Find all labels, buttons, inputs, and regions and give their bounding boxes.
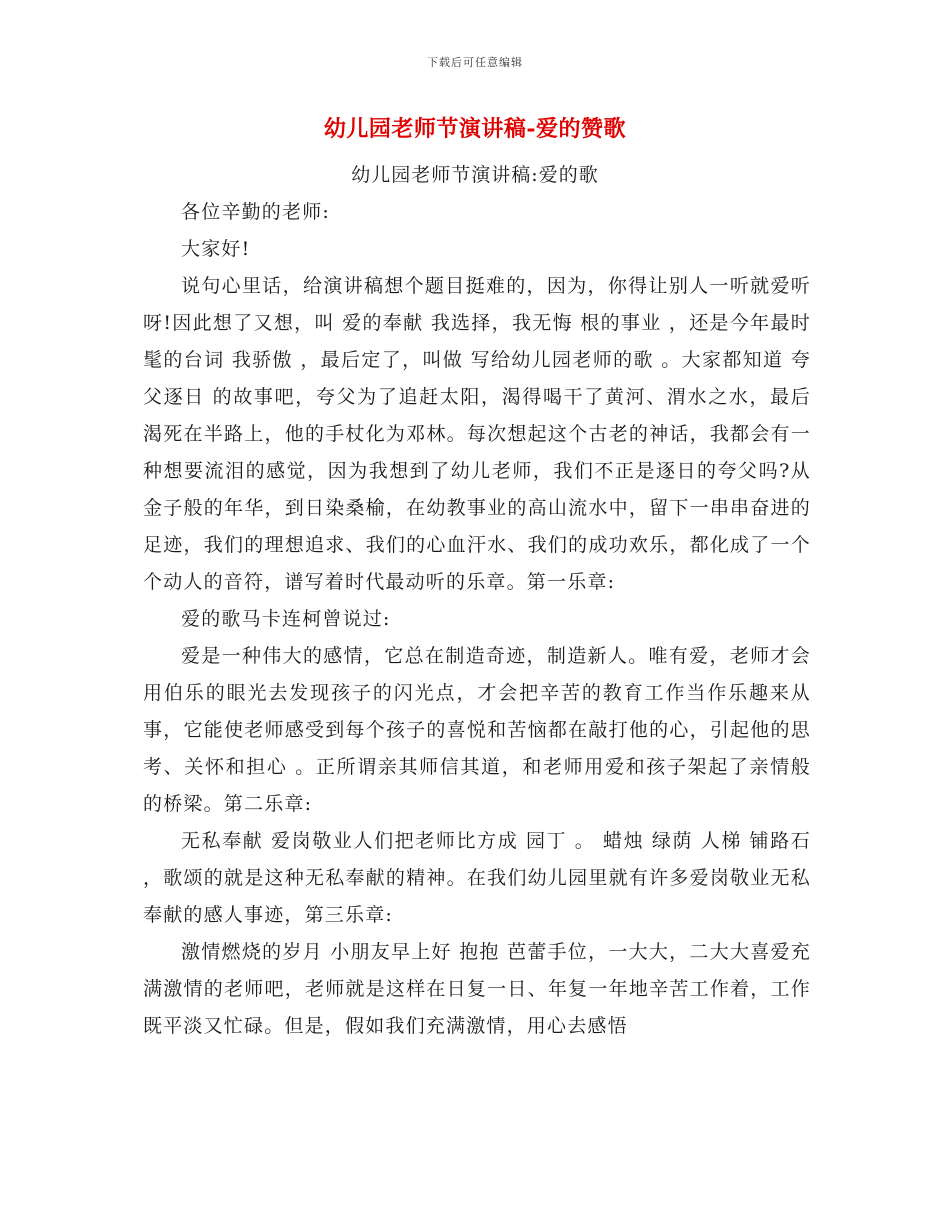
body-paragraph: 说句心里话，给演讲稿想个题目挺难的，因为，你得让别人一听就爱听呀!因此想了又想，叫 爱的奉献 我选择，我无悔 根的事业 ，还是今年最时髦的台词 我骄傲 ，最后定了，叫做 写给幼儿园老师的歌 。大家都知道 夸父逐日 的故事吧，夸父为了追赶太阳，渴得喝干了黄河、渭水之水，最后渴死在半路上，他的手杖化为邓林。每次想起这个古老的神话，我都会有一种想要流泪的感觉，因为我想到了幼儿老师，我们不正是逐日的夸父吗?从金子般的年华，到日染桑榆，在幼教事业的高山流水中，留下一串串奋进的足迹，我们的理想追求、我们的心血汗水、我们的成功欢乐，都化成了一个个动人的音符，谱写着时代最动听的乐章。第一乐章: xyxy=(143,275,811,593)
document-body xyxy=(143,194,811,1045)
page-header-note: 下载后可任意编辑 xyxy=(427,56,523,69)
document-title: 幼儿园老师节演讲稿-爱的赞歌 xyxy=(323,116,627,142)
body-paragraph: 爱是一种伟大的感情，它总在制造奇迹，制造新人。唯有爱，老师才会用伯乐的眼光去发现孩子的闪光点，才会把辛苦的教育工作当作乐趣来从事，它能使老师感受到每个孩子的喜悦和苦恼都在敲打他的心，引起他的思考、关怀和担心 。正所谓亲其师信其道，和老师用爱和孩子架起了亲情般的桥梁。第二乐章: xyxy=(143,645,811,815)
document-subtitle: 幼儿园老师节演讲稿:爱的歌 xyxy=(351,164,599,186)
body-paragraph: 无私奉献 爱岗敬业人们把老师比方成 园丁 。 蜡烛 绿荫 人梯 铺路石 ，歌颂的就是这种无私奉献的精神。在我们幼儿园里就有许多爱岗敬业无私奉献的感人事迹，第三乐章: xyxy=(143,830,811,926)
salutation-paragraph: 各位辛勤的老师: xyxy=(181,201,331,223)
body-paragraph: 激情燃烧的岁月 小朋友早上好 抱抱 芭蕾手位，一大大，二大大喜爱充满激情的老师吧，老师就是这样在日复一日、年复一年地辛苦工作着，工作既平淡又忙碌。但是，假如我们充满激情，用心去感悟 xyxy=(143,941,811,1037)
greeting-paragraph: 大家好! xyxy=(181,238,251,260)
body-paragraph: 爱的歌马卡连柯曾说过: xyxy=(181,608,391,630)
